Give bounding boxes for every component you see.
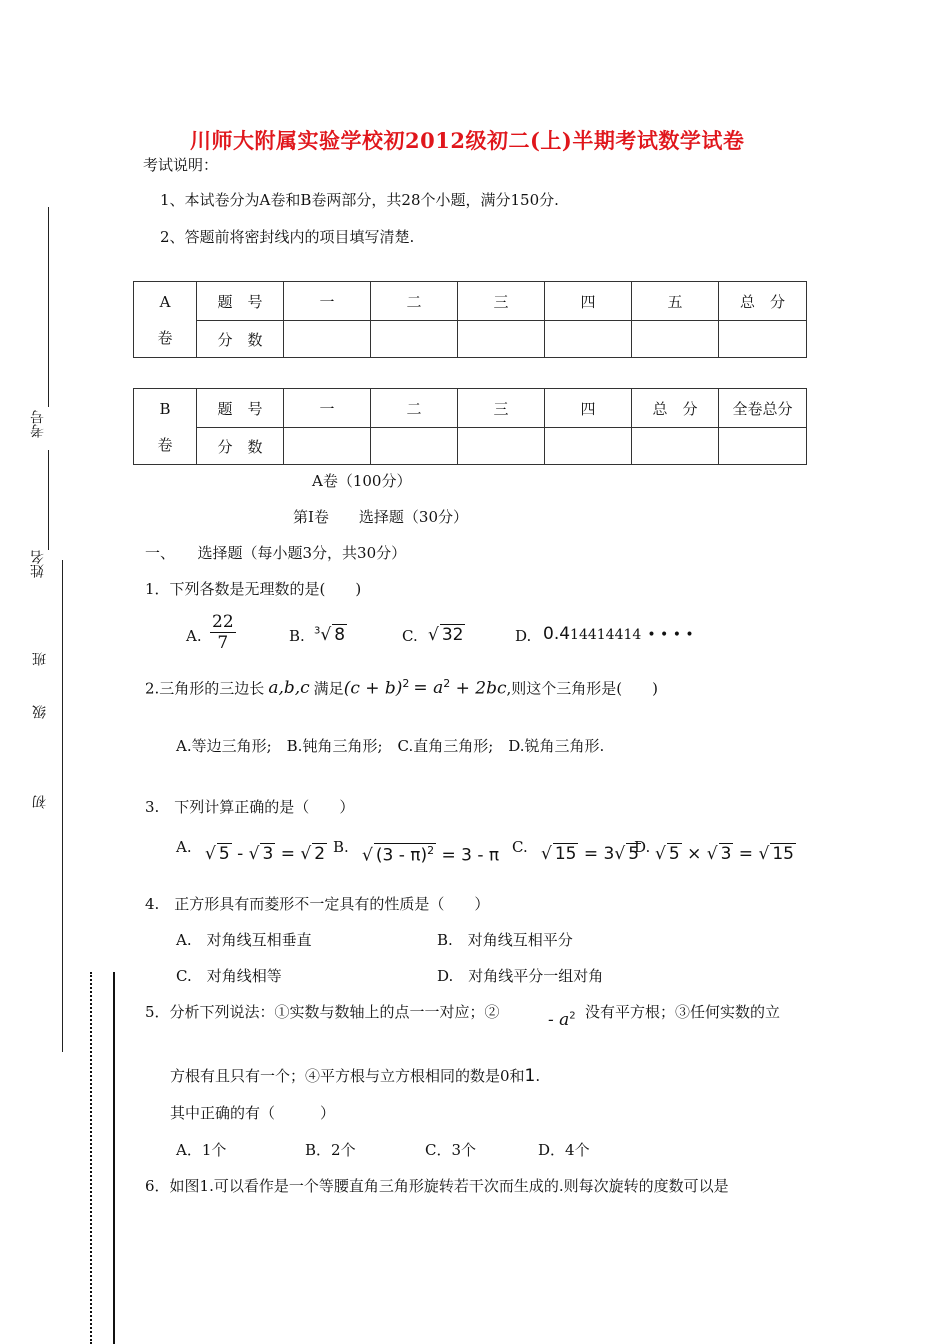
- q3-c-rad1: 15: [554, 844, 577, 864]
- table-a-header-cell: 二: [371, 282, 458, 321]
- q2-post: ,则这个三角形是( ): [506, 679, 658, 698]
- q2-eq-right-exp: 2: [443, 677, 451, 690]
- q3-d-rad2: 3: [720, 844, 732, 864]
- q3-option-a-label: A.: [176, 838, 192, 856]
- intro-item-2: 2、答题前将密封线内的项目填写清楚.: [160, 228, 415, 246]
- label-xingming: 姓名: [30, 550, 46, 578]
- table-b-score-cell[interactable]: [284, 428, 371, 465]
- q1-b-index: 3: [314, 625, 321, 637]
- seal-solid-line: [113, 972, 115, 1344]
- q2-eq-exp: 2: [402, 677, 410, 690]
- q3-d-eq: =: [733, 844, 759, 864]
- q5-stem-post: 没有平方根；③任何实数的立: [585, 1003, 781, 1021]
- q5-line3: 其中正确的有（ ）: [170, 1104, 336, 1122]
- table-a-score-cell[interactable]: [458, 321, 545, 358]
- q4-option-c: C. 对角线相等: [176, 967, 282, 985]
- q3-option-b-label: B.: [333, 838, 349, 856]
- q3-a-rad2: 3: [262, 844, 274, 864]
- q5-line2-pre: 方根有且只有一个；④平方根与立方根相同的数是0和: [170, 1067, 525, 1085]
- q5-line2-one: 1: [524, 1066, 536, 1086]
- section1-heading: 一、 选择题（每小题3分，共30分）: [145, 544, 407, 562]
- intro-item-1: 1、本试卷分为A卷和B卷两部分，共28个小题，满分150分.: [160, 191, 559, 209]
- q3-option-c-expr: √ 15 = 3√ 5: [541, 844, 640, 864]
- q1-option-a-label: A.: [186, 627, 202, 645]
- q6-stem: 6．如图1.可以看作是一个等腰直角三角形旋转若干次而生成的.则每次旋转的度数可以是: [145, 1177, 729, 1195]
- q3-d-rad3: 15: [772, 844, 794, 864]
- q3-b-inner: (3 - π): [375, 845, 428, 866]
- binding-line-kaohao: [48, 450, 49, 550]
- q1-option-d-expr: [543, 624, 694, 644]
- q3-a-rad1: 5: [218, 844, 230, 864]
- table-a-score-cell[interactable]: [632, 321, 719, 358]
- q4-option-d: D. 对角线平分一组对角: [437, 967, 604, 985]
- table-a-row2-label: 分 数: [197, 321, 284, 358]
- table-b-row2-label: 分 数: [197, 428, 284, 465]
- q1-option-c-expr: √ 32: [428, 625, 464, 645]
- table-a-header-cell: 四: [545, 282, 632, 321]
- q1-d-dots: • • • •: [647, 627, 694, 643]
- q2-eq-left: (c + b): [343, 678, 403, 699]
- q4-stem: 4. 正方形具有而菱形不一定具有的性质是（ ）: [145, 895, 490, 913]
- q2-pre: 2.三角形的三边长: [145, 679, 265, 698]
- q5-option-a: A．1个: [176, 1141, 227, 1159]
- table-a-score-cell[interactable]: [719, 321, 807, 358]
- page-title: 川师大附属实验学校初2012级初二(上)半期考试数学试卷: [190, 128, 745, 153]
- q3-a-rad3: 2: [314, 844, 326, 864]
- q3-a-op: -: [231, 844, 249, 864]
- table-a-row1-label: 题 号: [197, 282, 284, 321]
- q3-a-eq: =: [275, 844, 301, 864]
- q2-options: A.等边三角形; B.钝角三角形; C.直角三角形; D.锐角三角形.: [176, 737, 605, 755]
- q1-option-b-label: B.: [289, 627, 305, 645]
- table-b-row1-label: 题 号: [197, 389, 284, 428]
- table-b-header-cell: 二: [371, 389, 458, 428]
- table-b-header-cell: 三: [458, 389, 545, 428]
- q4-option-b: B. 对角线互相平分: [437, 931, 573, 949]
- table-a-score-cell[interactable]: [284, 321, 371, 358]
- q5-line2: [170, 1065, 540, 1086]
- q4-option-a: A. 对角线互相垂直: [176, 931, 312, 949]
- q2-vars: a,b,c: [268, 678, 310, 699]
- q1-a-denominator: 7: [217, 633, 229, 653]
- q1-c-radicand: 32: [441, 625, 464, 645]
- q3-b-eq: = 3 - π: [436, 845, 500, 866]
- q3-b-exp: 2: [427, 844, 435, 857]
- q1-option-c-label: C.: [402, 627, 418, 645]
- q3-option-d-expr: √ 5 × √ 3 = √ 15: [655, 844, 794, 864]
- q3-stem: 3. 下列计算正确的是（ ）: [145, 798, 355, 816]
- seal-dotted-line: [90, 972, 92, 1344]
- q3-c-eq: = 3: [578, 844, 615, 864]
- table-b-score-cell[interactable]: [458, 428, 545, 465]
- table-b-juan-top: B: [159, 399, 171, 418]
- q5-stem-pre: 5．分析下列说法：①实数与数轴上的点一一对应；②: [145, 1003, 500, 1021]
- q1-option-d-label: D.: [515, 627, 532, 645]
- q5-option-d: D．4个: [538, 1141, 590, 1159]
- label-ji: 级: [32, 705, 48, 719]
- table-b-score-cell[interactable]: [719, 428, 807, 465]
- q2-eq-tail: + 2bc: [450, 678, 507, 699]
- q2-stem: [145, 677, 658, 698]
- q1-d-big: 0.4: [543, 624, 571, 644]
- section-a-heading: A卷（100分）: [312, 472, 412, 490]
- q3-option-a-expr: √ 5 - √ 3 = √ 2: [205, 844, 326, 864]
- q1-b-radicand: 8: [334, 625, 346, 645]
- q5-option-c: C．3个: [425, 1141, 477, 1159]
- q5-math-exp: 2: [569, 1010, 576, 1022]
- q5-line2-end: .: [535, 1067, 541, 1085]
- q1-d-small: 14414414: [570, 627, 642, 643]
- table-a-juan-top: A: [159, 292, 171, 311]
- q1-stem: 1．下列各数是无理数的是( ): [145, 580, 362, 598]
- label-chu: 初: [32, 795, 48, 809]
- table-a-score-cell[interactable]: [545, 321, 632, 358]
- intro-heading: 考试说明：: [143, 156, 219, 174]
- q5-math: [548, 1010, 576, 1030]
- table-b-header-cell: 四: [545, 389, 632, 428]
- table-b-header-cell: 总 分: [632, 389, 719, 428]
- binding-line-name: [62, 560, 63, 1052]
- q3-option-d-label: D.: [634, 838, 651, 856]
- q2-mid: 满足: [313, 679, 344, 698]
- q1-a-numerator: 22: [212, 612, 234, 632]
- table-a-juan-bottom: 卷: [157, 328, 173, 347]
- binding-line-top: [48, 207, 49, 407]
- label-ban: 班: [32, 652, 48, 666]
- q3-c-rad2: 5: [628, 844, 640, 864]
- q3-d-op: ×: [681, 844, 707, 864]
- label-kaohao: 考号: [30, 410, 46, 438]
- table-b-header-cell: 一: [284, 389, 371, 428]
- part1-heading: 第Ⅰ卷 选择题（30分）: [293, 508, 469, 526]
- table-a-header-cell: 总 分: [719, 282, 807, 321]
- q3-option-b-expr: √ (3 - π)$^2$ = 3 - π: [362, 844, 500, 866]
- q5-math-expr: - a: [548, 1010, 570, 1030]
- table-b-score-cell[interactable]: [545, 428, 632, 465]
- q1-option-b-expr: $^3$√ 8: [314, 625, 346, 645]
- q5-option-b: B．2个: [305, 1141, 356, 1159]
- score-table-a: [133, 281, 807, 358]
- table-a-header-cell: 三: [458, 282, 545, 321]
- q1-option-a-fraction: [210, 612, 236, 653]
- score-table-b: [133, 388, 807, 465]
- table-a-header-cell: 五: [632, 282, 719, 321]
- table-b-header-cell: 全卷总分: [719, 389, 807, 428]
- table-a-score-cell[interactable]: [371, 321, 458, 358]
- table-a-header-cell: 一: [284, 282, 371, 321]
- table-b-score-cell[interactable]: [371, 428, 458, 465]
- q2-eq-right: = a: [413, 678, 444, 699]
- q3-d-rad1: 5: [668, 844, 680, 864]
- table-b-score-cell[interactable]: [632, 428, 719, 465]
- table-b-juan: [134, 389, 197, 465]
- table-b-juan-bottom: 卷: [157, 435, 173, 454]
- table-a-juan: [134, 282, 197, 358]
- q3-option-c-label: C.: [512, 838, 528, 856]
